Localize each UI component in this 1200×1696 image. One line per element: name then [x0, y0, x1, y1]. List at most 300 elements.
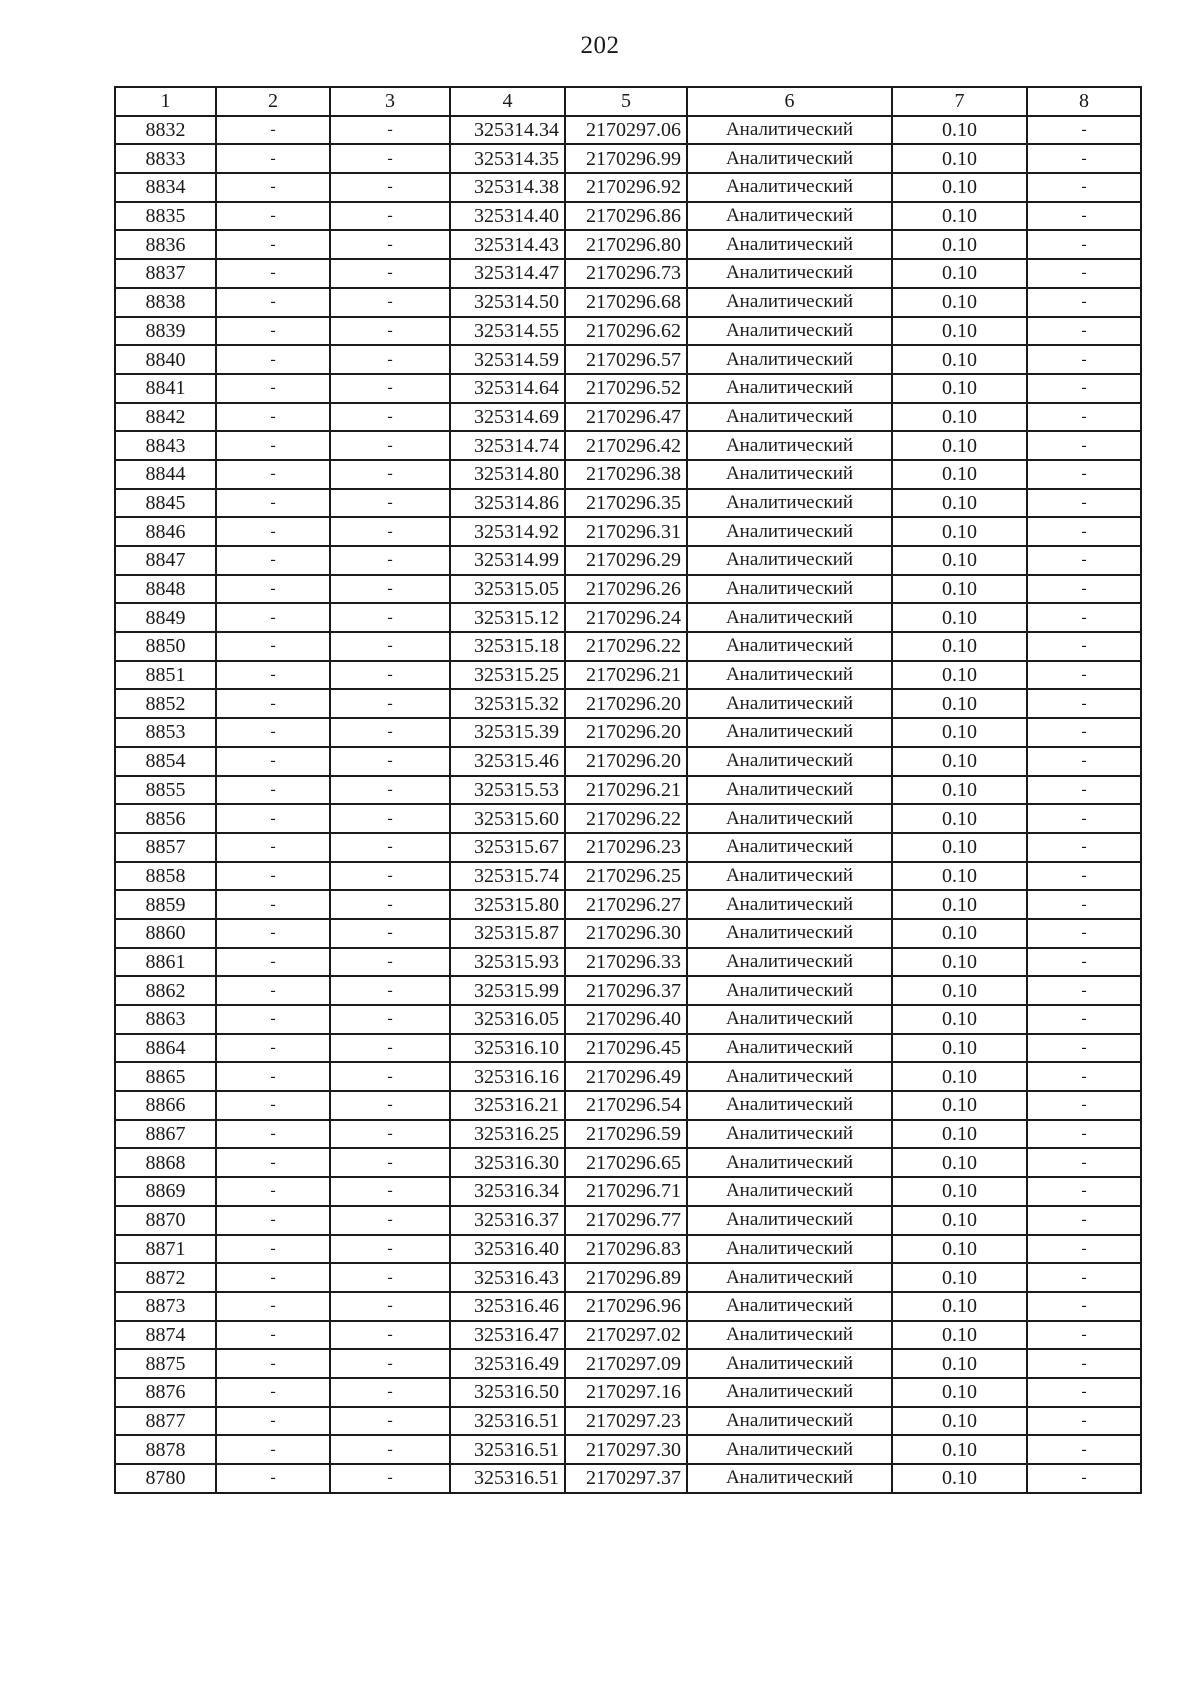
y-coordinate-cell: 2170297.09: [565, 1349, 687, 1378]
col8-cell: -: [1027, 1235, 1141, 1264]
y-coordinate-cell: 2170296.37: [565, 976, 687, 1005]
col3-cell: -: [330, 116, 450, 145]
table-row: [115, 1464, 1141, 1493]
point-number-cell: 8859: [115, 890, 216, 919]
accuracy-cell: 0.10: [892, 948, 1027, 977]
table-row: [115, 1407, 1141, 1436]
table-row: [115, 1206, 1141, 1235]
point-number-cell: 8844: [115, 460, 216, 489]
table-row: [115, 1120, 1141, 1149]
table-row: [115, 919, 1141, 948]
col8-cell: -: [1027, 776, 1141, 805]
point-number-cell: 8839: [115, 317, 216, 346]
table-row: [115, 1034, 1141, 1063]
accuracy-cell: 0.10: [892, 747, 1027, 776]
point-number-cell: 8856: [115, 804, 216, 833]
col8-cell: -: [1027, 1034, 1141, 1063]
col2-cell: -: [216, 259, 330, 288]
col8-cell: -: [1027, 1263, 1141, 1292]
col3-cell: -: [330, 489, 450, 518]
accuracy-cell: 0.10: [892, 890, 1027, 919]
column-header: 7: [892, 87, 1027, 116]
col3-cell: -: [330, 1235, 450, 1264]
col2-cell: -: [216, 776, 330, 805]
col2-cell: -: [216, 804, 330, 833]
x-coordinate-cell: 325315.67: [450, 833, 565, 862]
method-cell: Аналитический: [687, 661, 892, 690]
col3-cell: -: [330, 804, 450, 833]
y-coordinate-cell: 2170296.59: [565, 1120, 687, 1149]
col2-cell: -: [216, 1349, 330, 1378]
table-row: [115, 948, 1141, 977]
col8-cell: -: [1027, 661, 1141, 690]
point-number-cell: 8868: [115, 1148, 216, 1177]
point-number-cell: 8850: [115, 632, 216, 661]
x-coordinate-cell: 325315.80: [450, 890, 565, 919]
y-coordinate-cell: 2170297.16: [565, 1378, 687, 1407]
method-cell: Аналитический: [687, 632, 892, 661]
accuracy-cell: 0.10: [892, 1435, 1027, 1464]
x-coordinate-cell: 325314.40: [450, 202, 565, 231]
accuracy-cell: 0.10: [892, 1005, 1027, 1034]
col3-cell: -: [330, 632, 450, 661]
method-cell: Аналитический: [687, 689, 892, 718]
point-number-cell: 8871: [115, 1235, 216, 1264]
point-number-cell: 8867: [115, 1120, 216, 1149]
point-number-cell: 8862: [115, 976, 216, 1005]
col2-cell: -: [216, 976, 330, 1005]
table-row: [115, 747, 1141, 776]
y-coordinate-cell: 2170296.99: [565, 144, 687, 173]
table-row: [115, 1177, 1141, 1206]
point-number-cell: 8853: [115, 718, 216, 747]
x-coordinate-cell: 325315.60: [450, 804, 565, 833]
x-coordinate-cell: 325315.53: [450, 776, 565, 805]
accuracy-cell: 0.10: [892, 259, 1027, 288]
col3-cell: -: [330, 890, 450, 919]
col3-cell: -: [330, 1292, 450, 1321]
method-cell: Аналитический: [687, 517, 892, 546]
col3-cell: -: [330, 862, 450, 891]
accuracy-cell: 0.10: [892, 288, 1027, 317]
y-coordinate-cell: 2170296.26: [565, 575, 687, 604]
point-number-cell: 8854: [115, 747, 216, 776]
col3-cell: -: [330, 575, 450, 604]
method-cell: Аналитический: [687, 1349, 892, 1378]
point-number-cell: 8851: [115, 661, 216, 690]
method-cell: Аналитический: [687, 575, 892, 604]
col2-cell: -: [216, 661, 330, 690]
col8-cell: -: [1027, 1091, 1141, 1120]
y-coordinate-cell: 2170296.54: [565, 1091, 687, 1120]
x-coordinate-cell: 325316.51: [450, 1435, 565, 1464]
method-cell: Аналитический: [687, 1034, 892, 1063]
x-coordinate-cell: 325316.51: [450, 1464, 565, 1493]
table-row: [115, 144, 1141, 173]
table-row: [115, 1349, 1141, 1378]
accuracy-cell: 0.10: [892, 345, 1027, 374]
col8-cell: -: [1027, 1349, 1141, 1378]
x-coordinate-cell: 325316.21: [450, 1091, 565, 1120]
coordinates-table: [114, 86, 1142, 1494]
method-cell: Аналитический: [687, 1148, 892, 1177]
accuracy-cell: 0.10: [892, 517, 1027, 546]
point-number-cell: 8860: [115, 919, 216, 948]
accuracy-cell: 0.10: [892, 460, 1027, 489]
col3-cell: -: [330, 1062, 450, 1091]
col8-cell: -: [1027, 1435, 1141, 1464]
col8-cell: -: [1027, 317, 1141, 346]
method-cell: Аналитический: [687, 1263, 892, 1292]
y-coordinate-cell: 2170296.35: [565, 489, 687, 518]
accuracy-cell: 0.10: [892, 1263, 1027, 1292]
point-number-cell: 8845: [115, 489, 216, 518]
x-coordinate-cell: 325316.16: [450, 1062, 565, 1091]
x-coordinate-cell: 325315.74: [450, 862, 565, 891]
accuracy-cell: 0.10: [892, 403, 1027, 432]
accuracy-cell: 0.10: [892, 776, 1027, 805]
col8-cell: -: [1027, 403, 1141, 432]
accuracy-cell: 0.10: [892, 718, 1027, 747]
y-coordinate-cell: 2170296.71: [565, 1177, 687, 1206]
x-coordinate-cell: 325314.55: [450, 317, 565, 346]
y-coordinate-cell: 2170297.02: [565, 1321, 687, 1350]
method-cell: Аналитический: [687, 431, 892, 460]
col2-cell: -: [216, 546, 330, 575]
col3-cell: -: [330, 1120, 450, 1149]
col8-cell: -: [1027, 1206, 1141, 1235]
method-cell: Аналитический: [687, 1407, 892, 1436]
table-row: [115, 431, 1141, 460]
point-number-cell: 8846: [115, 517, 216, 546]
method-cell: Аналитический: [687, 144, 892, 173]
point-number-cell: 8858: [115, 862, 216, 891]
col3-cell: -: [330, 1177, 450, 1206]
table-row: [115, 374, 1141, 403]
col2-cell: -: [216, 890, 330, 919]
point-number-cell: 8865: [115, 1062, 216, 1091]
x-coordinate-cell: 325315.32: [450, 689, 565, 718]
col8-cell: -: [1027, 1292, 1141, 1321]
col3-cell: -: [330, 1091, 450, 1120]
col8-cell: -: [1027, 862, 1141, 891]
accuracy-cell: 0.10: [892, 1349, 1027, 1378]
col8-cell: -: [1027, 890, 1141, 919]
table-header-row: [115, 87, 1141, 116]
y-coordinate-cell: 2170296.86: [565, 202, 687, 231]
method-cell: Аналитический: [687, 862, 892, 891]
y-coordinate-cell: 2170296.20: [565, 718, 687, 747]
y-coordinate-cell: 2170296.89: [565, 1263, 687, 1292]
col2-cell: -: [216, 460, 330, 489]
col2-cell: -: [216, 345, 330, 374]
accuracy-cell: 0.10: [892, 1062, 1027, 1091]
y-coordinate-cell: 2170296.30: [565, 919, 687, 948]
col3-cell: -: [330, 1435, 450, 1464]
accuracy-cell: 0.10: [892, 546, 1027, 575]
col3-cell: -: [330, 431, 450, 460]
column-header: 4: [450, 87, 565, 116]
point-number-cell: 8842: [115, 403, 216, 432]
col2-cell: -: [216, 747, 330, 776]
point-number-cell: 8861: [115, 948, 216, 977]
table-row: [115, 890, 1141, 919]
y-coordinate-cell: 2170296.24: [565, 603, 687, 632]
method-cell: Аналитический: [687, 403, 892, 432]
x-coordinate-cell: 325316.50: [450, 1378, 565, 1407]
x-coordinate-cell: 325314.74: [450, 431, 565, 460]
col8-cell: -: [1027, 804, 1141, 833]
col3-cell: -: [330, 259, 450, 288]
col8-cell: -: [1027, 345, 1141, 374]
y-coordinate-cell: 2170296.96: [565, 1292, 687, 1321]
col2-cell: -: [216, 431, 330, 460]
point-number-cell: 8834: [115, 173, 216, 202]
col2-cell: -: [216, 1235, 330, 1264]
table-row: [115, 776, 1141, 805]
method-cell: Аналитический: [687, 1062, 892, 1091]
y-coordinate-cell: 2170296.40: [565, 1005, 687, 1034]
x-coordinate-cell: 325315.39: [450, 718, 565, 747]
point-number-cell: 8857: [115, 833, 216, 862]
x-coordinate-cell: 325316.30: [450, 1148, 565, 1177]
accuracy-cell: 0.10: [892, 1034, 1027, 1063]
table-row: [115, 1263, 1141, 1292]
col8-cell: -: [1027, 919, 1141, 948]
point-number-cell: 8848: [115, 575, 216, 604]
y-coordinate-cell: 2170296.62: [565, 317, 687, 346]
col3-cell: -: [330, 1263, 450, 1292]
point-number-cell: 8849: [115, 603, 216, 632]
table-row: [115, 460, 1141, 489]
table-row: [115, 862, 1141, 891]
accuracy-cell: 0.10: [892, 1464, 1027, 1493]
accuracy-cell: 0.10: [892, 1407, 1027, 1436]
method-cell: Аналитический: [687, 1177, 892, 1206]
y-coordinate-cell: 2170296.22: [565, 632, 687, 661]
accuracy-cell: 0.10: [892, 689, 1027, 718]
col2-cell: -: [216, 1321, 330, 1350]
col2-cell: -: [216, 1407, 330, 1436]
accuracy-cell: 0.10: [892, 1120, 1027, 1149]
col2-cell: -: [216, 862, 330, 891]
col8-cell: -: [1027, 1148, 1141, 1177]
table-row: [115, 804, 1141, 833]
col2-cell: -: [216, 1435, 330, 1464]
table-row: [115, 1435, 1141, 1464]
method-cell: Аналитический: [687, 1091, 892, 1120]
column-header: 1: [115, 87, 216, 116]
col2-cell: -: [216, 173, 330, 202]
method-cell: Аналитический: [687, 919, 892, 948]
col8-cell: -: [1027, 1464, 1141, 1493]
y-coordinate-cell: 2170296.77: [565, 1206, 687, 1235]
x-coordinate-cell: 325314.50: [450, 288, 565, 317]
point-number-cell: 8872: [115, 1263, 216, 1292]
col3-cell: -: [330, 173, 450, 202]
y-coordinate-cell: 2170296.73: [565, 259, 687, 288]
col2-cell: -: [216, 144, 330, 173]
col8-cell: -: [1027, 202, 1141, 231]
accuracy-cell: 0.10: [892, 919, 1027, 948]
col8-cell: -: [1027, 144, 1141, 173]
accuracy-cell: 0.10: [892, 374, 1027, 403]
y-coordinate-cell: 2170296.65: [565, 1148, 687, 1177]
x-coordinate-cell: 325316.05: [450, 1005, 565, 1034]
col8-cell: -: [1027, 460, 1141, 489]
col8-cell: -: [1027, 546, 1141, 575]
col2-cell: -: [216, 1263, 330, 1292]
col3-cell: -: [330, 1378, 450, 1407]
x-coordinate-cell: 325316.37: [450, 1206, 565, 1235]
x-coordinate-cell: 325314.38: [450, 173, 565, 202]
col3-cell: -: [330, 1321, 450, 1350]
col3-cell: -: [330, 374, 450, 403]
table-row: [115, 575, 1141, 604]
y-coordinate-cell: 2170297.37: [565, 1464, 687, 1493]
y-coordinate-cell: 2170296.29: [565, 546, 687, 575]
method-cell: Аналитический: [687, 776, 892, 805]
x-coordinate-cell: 325315.99: [450, 976, 565, 1005]
col3-cell: -: [330, 919, 450, 948]
col2-cell: -: [216, 919, 330, 948]
col3-cell: -: [330, 230, 450, 259]
point-number-cell: 8840: [115, 345, 216, 374]
table-row: [115, 489, 1141, 518]
col2-cell: -: [216, 1464, 330, 1493]
col3-cell: -: [330, 948, 450, 977]
accuracy-cell: 0.10: [892, 1235, 1027, 1264]
col8-cell: -: [1027, 632, 1141, 661]
col2-cell: -: [216, 948, 330, 977]
point-number-cell: 8835: [115, 202, 216, 231]
table-body: [115, 116, 1141, 1493]
point-number-cell: 8863: [115, 1005, 216, 1034]
x-coordinate-cell: 325315.05: [450, 575, 565, 604]
x-coordinate-cell: 325315.46: [450, 747, 565, 776]
col3-cell: -: [330, 689, 450, 718]
col2-cell: -: [216, 1120, 330, 1149]
table-row: [115, 1378, 1141, 1407]
col3-cell: -: [330, 288, 450, 317]
y-coordinate-cell: 2170297.30: [565, 1435, 687, 1464]
col2-cell: -: [216, 202, 330, 231]
method-cell: Аналитический: [687, 546, 892, 575]
accuracy-cell: 0.10: [892, 1148, 1027, 1177]
table-row: [115, 116, 1141, 145]
y-coordinate-cell: 2170296.52: [565, 374, 687, 403]
x-coordinate-cell: 325314.59: [450, 345, 565, 374]
y-coordinate-cell: 2170296.22: [565, 804, 687, 833]
method-cell: Аналитический: [687, 460, 892, 489]
column-header: 6: [687, 87, 892, 116]
method-cell: Аналитический: [687, 1005, 892, 1034]
col8-cell: -: [1027, 374, 1141, 403]
y-coordinate-cell: 2170296.31: [565, 517, 687, 546]
x-coordinate-cell: 325314.64: [450, 374, 565, 403]
method-cell: Аналитический: [687, 804, 892, 833]
method-cell: Аналитический: [687, 1235, 892, 1264]
table-row: [115, 317, 1141, 346]
method-cell: Аналитический: [687, 603, 892, 632]
method-cell: Аналитический: [687, 976, 892, 1005]
method-cell: Аналитический: [687, 948, 892, 977]
col3-cell: -: [330, 1206, 450, 1235]
x-coordinate-cell: 325316.10: [450, 1034, 565, 1063]
table-row: [115, 661, 1141, 690]
col8-cell: -: [1027, 1120, 1141, 1149]
col3-cell: -: [330, 1148, 450, 1177]
y-coordinate-cell: 2170296.21: [565, 776, 687, 805]
accuracy-cell: 0.10: [892, 116, 1027, 145]
col3-cell: -: [330, 517, 450, 546]
col3-cell: -: [330, 317, 450, 346]
x-coordinate-cell: 325314.80: [450, 460, 565, 489]
accuracy-cell: 0.10: [892, 317, 1027, 346]
table-row: [115, 1321, 1141, 1350]
col8-cell: -: [1027, 976, 1141, 1005]
col8-cell: -: [1027, 230, 1141, 259]
col3-cell: -: [330, 460, 450, 489]
col2-cell: -: [216, 230, 330, 259]
col2-cell: -: [216, 1292, 330, 1321]
accuracy-cell: 0.10: [892, 1292, 1027, 1321]
y-coordinate-cell: 2170296.83: [565, 1235, 687, 1264]
col3-cell: -: [330, 1464, 450, 1493]
table-row: [115, 833, 1141, 862]
point-number-cell: 8878: [115, 1435, 216, 1464]
x-coordinate-cell: 325316.47: [450, 1321, 565, 1350]
col3-cell: -: [330, 546, 450, 575]
accuracy-cell: 0.10: [892, 173, 1027, 202]
col3-cell: -: [330, 747, 450, 776]
method-cell: Аналитический: [687, 345, 892, 374]
col8-cell: -: [1027, 948, 1141, 977]
method-cell: Аналитический: [687, 202, 892, 231]
col3-cell: -: [330, 144, 450, 173]
table-row: [115, 517, 1141, 546]
point-number-cell: 8875: [115, 1349, 216, 1378]
point-number-cell: 8780: [115, 1464, 216, 1493]
y-coordinate-cell: 2170296.23: [565, 833, 687, 862]
accuracy-cell: 0.10: [892, 489, 1027, 518]
col3-cell: -: [330, 776, 450, 805]
y-coordinate-cell: 2170296.25: [565, 862, 687, 891]
table-row: [115, 345, 1141, 374]
col3-cell: -: [330, 718, 450, 747]
col2-cell: -: [216, 1062, 330, 1091]
col3-cell: -: [330, 1005, 450, 1034]
point-number-cell: 8855: [115, 776, 216, 805]
x-coordinate-cell: 325314.35: [450, 144, 565, 173]
col2-cell: -: [216, 403, 330, 432]
accuracy-cell: 0.10: [892, 144, 1027, 173]
accuracy-cell: 0.10: [892, 1321, 1027, 1350]
col8-cell: -: [1027, 1321, 1141, 1350]
point-number-cell: 8843: [115, 431, 216, 460]
table-row: [115, 1091, 1141, 1120]
y-coordinate-cell: 2170296.38: [565, 460, 687, 489]
col8-cell: -: [1027, 747, 1141, 776]
col8-cell: -: [1027, 1062, 1141, 1091]
method-cell: Аналитический: [687, 288, 892, 317]
col8-cell: -: [1027, 1005, 1141, 1034]
accuracy-cell: 0.10: [892, 575, 1027, 604]
y-coordinate-cell: 2170296.20: [565, 689, 687, 718]
column-header: 2: [216, 87, 330, 116]
x-coordinate-cell: 325316.49: [450, 1349, 565, 1378]
col8-cell: -: [1027, 259, 1141, 288]
